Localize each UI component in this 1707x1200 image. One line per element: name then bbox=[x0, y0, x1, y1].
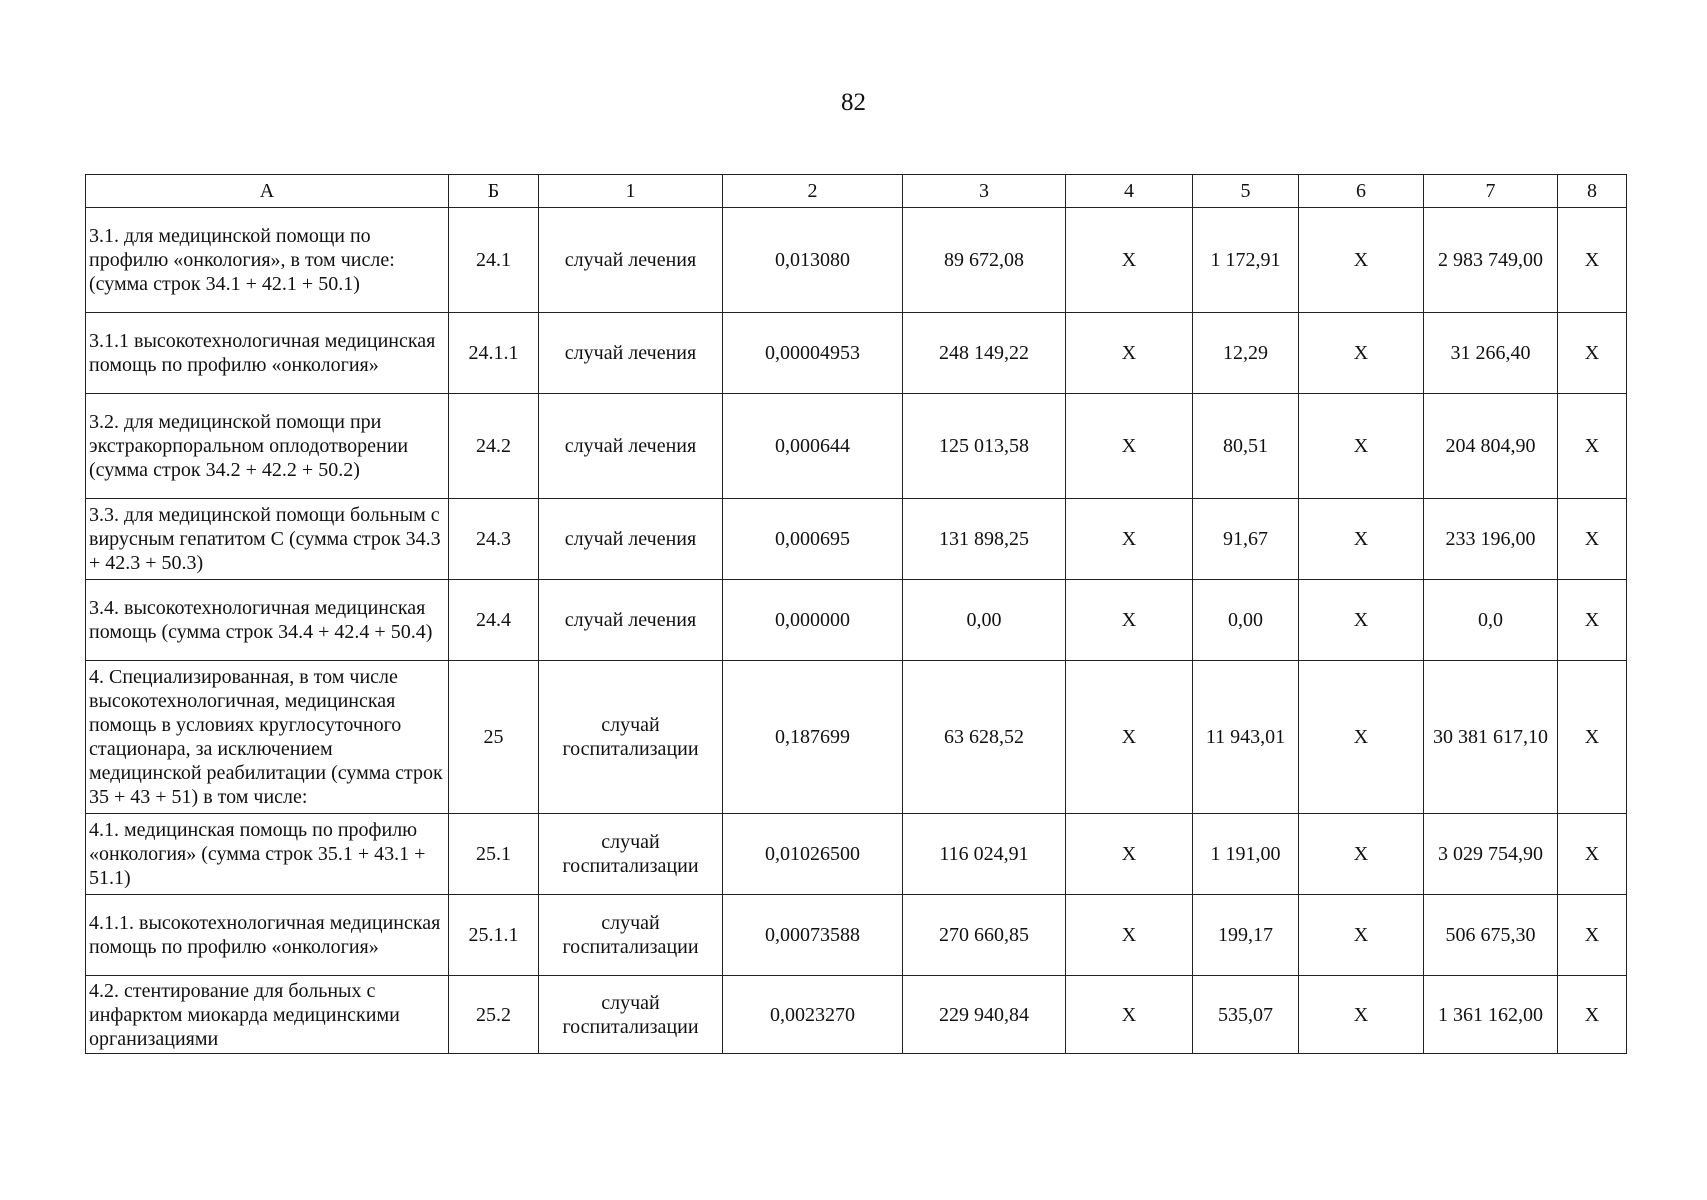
table-header-row bbox=[86, 175, 1627, 208]
value-cell-7: 30 381 617,10 bbox=[1424, 661, 1558, 814]
value-cell-4: X bbox=[1066, 208, 1193, 313]
value-cell-8: X bbox=[1558, 499, 1627, 580]
value-cell-4: X bbox=[1066, 895, 1193, 976]
value-cell-5: 0,00 bbox=[1193, 580, 1299, 661]
column-header-b: Б bbox=[449, 175, 539, 208]
value-cell-2: 0,000000 bbox=[723, 580, 903, 661]
value-cell-8: X bbox=[1558, 580, 1627, 661]
column-header-1: 1 bbox=[539, 175, 723, 208]
value-cell-2: 0,01026500 bbox=[723, 814, 903, 895]
row-code: 24.1 bbox=[449, 208, 539, 313]
value-cell-6: X bbox=[1299, 499, 1424, 580]
column-header-6: 6 bbox=[1299, 175, 1424, 208]
table-row bbox=[86, 313, 1627, 394]
page-number: 82 bbox=[841, 89, 866, 116]
column-header-5: 5 bbox=[1193, 175, 1299, 208]
value-cell-6: X bbox=[1299, 208, 1424, 313]
data-table bbox=[85, 174, 1627, 1054]
value-cell-8: X bbox=[1558, 394, 1627, 499]
value-cell-2: 0,013080 bbox=[723, 208, 903, 313]
row-code: 24.1.1 bbox=[449, 313, 539, 394]
value-cell-4: X bbox=[1066, 313, 1193, 394]
value-cell-5: 12,29 bbox=[1193, 313, 1299, 394]
value-cell-5: 11 943,01 bbox=[1193, 661, 1299, 814]
row-description: 4. Специализированная, в том числе высокотехнологичная, медицинская помощь в условиях круглосуточного стационара, за исключением медицинской реабилитации (сумма строк 35 + 43 + 51) в том числе: bbox=[86, 661, 449, 814]
column-header-7: 7 bbox=[1424, 175, 1558, 208]
row-code: 24.2 bbox=[449, 394, 539, 499]
column-header-2: 2 bbox=[723, 175, 903, 208]
value-cell-8: X bbox=[1558, 661, 1627, 814]
table-row bbox=[86, 661, 1627, 814]
value-cell-3: 229 940,84 bbox=[903, 976, 1066, 1054]
row-code: 25.2 bbox=[449, 976, 539, 1054]
value-cell-8: X bbox=[1558, 208, 1627, 313]
table-row bbox=[86, 208, 1627, 313]
value-cell-4: X bbox=[1066, 976, 1193, 1054]
value-cell-4: X bbox=[1066, 499, 1193, 580]
unit-cell: случай лечения bbox=[539, 580, 723, 661]
value-cell-7: 2 983 749,00 bbox=[1424, 208, 1558, 313]
value-cell-5: 91,67 bbox=[1193, 499, 1299, 580]
row-description: 4.2. стентирование для больных с инфарктом миокарда медицинскими организациями bbox=[86, 976, 449, 1054]
table-row bbox=[86, 814, 1627, 895]
value-cell-6: X bbox=[1299, 313, 1424, 394]
value-cell-6: X bbox=[1299, 814, 1424, 895]
table-row bbox=[86, 976, 1627, 1054]
value-cell-3: 125 013,58 bbox=[903, 394, 1066, 499]
unit-cell: случай госпитализации bbox=[539, 976, 723, 1054]
column-header-8: 8 bbox=[1558, 175, 1627, 208]
row-description: 3.1. для медицинской помощи по профилю «онкология», в том числе: (сумма строк 34.1 + 42.1 + 50.1) bbox=[86, 208, 449, 313]
value-cell-4: X bbox=[1066, 394, 1193, 499]
value-cell-4: X bbox=[1066, 580, 1193, 661]
value-cell-5: 535,07 bbox=[1193, 976, 1299, 1054]
value-cell-8: X bbox=[1558, 976, 1627, 1054]
row-description: 3.1.1 высокотехнологичная медицинская помощь по профилю «онкология» bbox=[86, 313, 449, 394]
value-cell-7: 0,0 bbox=[1424, 580, 1558, 661]
value-cell-3: 131 898,25 bbox=[903, 499, 1066, 580]
row-description: 3.3. для медицинской помощи больным с вирусным гепатитом С (сумма строк 34.3 + 42.3 + 50.3) bbox=[86, 499, 449, 580]
value-cell-6: X bbox=[1299, 661, 1424, 814]
row-code: 24.4 bbox=[449, 580, 539, 661]
unit-cell: случай лечения bbox=[539, 208, 723, 313]
table-row bbox=[86, 895, 1627, 976]
value-cell-2: 0,000644 bbox=[723, 394, 903, 499]
value-cell-2: 0,187699 bbox=[723, 661, 903, 814]
table-row bbox=[86, 499, 1627, 580]
value-cell-6: X bbox=[1299, 895, 1424, 976]
unit-cell: случай лечения bbox=[539, 394, 723, 499]
value-cell-7: 3 029 754,90 bbox=[1424, 814, 1558, 895]
value-cell-6: X bbox=[1299, 580, 1424, 661]
unit-cell: случай госпитализации bbox=[539, 814, 723, 895]
value-cell-8: X bbox=[1558, 313, 1627, 394]
value-cell-2: 0,0023270 bbox=[723, 976, 903, 1054]
value-cell-7: 506 675,30 bbox=[1424, 895, 1558, 976]
value-cell-5: 199,17 bbox=[1193, 895, 1299, 976]
value-cell-3: 89 672,08 bbox=[903, 208, 1066, 313]
value-cell-7: 1 361 162,00 bbox=[1424, 976, 1558, 1054]
value-cell-6: X bbox=[1299, 976, 1424, 1054]
value-cell-2: 0,000695 bbox=[723, 499, 903, 580]
table-row bbox=[86, 394, 1627, 499]
row-code: 24.3 bbox=[449, 499, 539, 580]
value-cell-3: 270 660,85 bbox=[903, 895, 1066, 976]
column-header-3: 3 bbox=[903, 175, 1066, 208]
row-description: 3.4. высокотехнологичная медицинская помощь (сумма строк 34.4 + 42.4 + 50.4) bbox=[86, 580, 449, 661]
unit-cell: случай лечения bbox=[539, 313, 723, 394]
row-description: 3.2. для медицинской помощи при экстракорпоральном оплодотворении (сумма строк 34.2 + 42.2 + 50.2) bbox=[86, 394, 449, 499]
value-cell-4: X bbox=[1066, 661, 1193, 814]
table-row bbox=[86, 580, 1627, 661]
value-cell-2: 0,00004953 bbox=[723, 313, 903, 394]
value-cell-5: 1 191,00 bbox=[1193, 814, 1299, 895]
unit-cell: случай лечения bbox=[539, 499, 723, 580]
column-header-4: 4 bbox=[1066, 175, 1193, 208]
row-code: 25 bbox=[449, 661, 539, 814]
value-cell-5: 80,51 bbox=[1193, 394, 1299, 499]
value-cell-3: 0,00 bbox=[903, 580, 1066, 661]
value-cell-3: 63 628,52 bbox=[903, 661, 1066, 814]
value-cell-4: X bbox=[1066, 814, 1193, 895]
value-cell-7: 233 196,00 bbox=[1424, 499, 1558, 580]
value-cell-7: 31 266,40 bbox=[1424, 313, 1558, 394]
value-cell-3: 248 149,22 bbox=[903, 313, 1066, 394]
row-code: 25.1.1 bbox=[449, 895, 539, 976]
value-cell-8: X bbox=[1558, 814, 1627, 895]
column-header-a: А bbox=[86, 175, 449, 208]
unit-cell: случай госпитализации bbox=[539, 895, 723, 976]
value-cell-5: 1 172,91 bbox=[1193, 208, 1299, 313]
unit-cell: случай госпитализации bbox=[539, 661, 723, 814]
value-cell-8: X bbox=[1558, 895, 1627, 976]
value-cell-3: 116 024,91 bbox=[903, 814, 1066, 895]
row-description: 4.1.1. высокотехнологичная медицинская помощь по профилю «онкология» bbox=[86, 895, 449, 976]
value-cell-6: X bbox=[1299, 394, 1424, 499]
value-cell-7: 204 804,90 bbox=[1424, 394, 1558, 499]
row-code: 25.1 bbox=[449, 814, 539, 895]
row-description: 4.1. медицинская помощь по профилю «онкология» (сумма строк 35.1 + 43.1 + 51.1) bbox=[86, 814, 449, 895]
value-cell-2: 0,00073588 bbox=[723, 895, 903, 976]
